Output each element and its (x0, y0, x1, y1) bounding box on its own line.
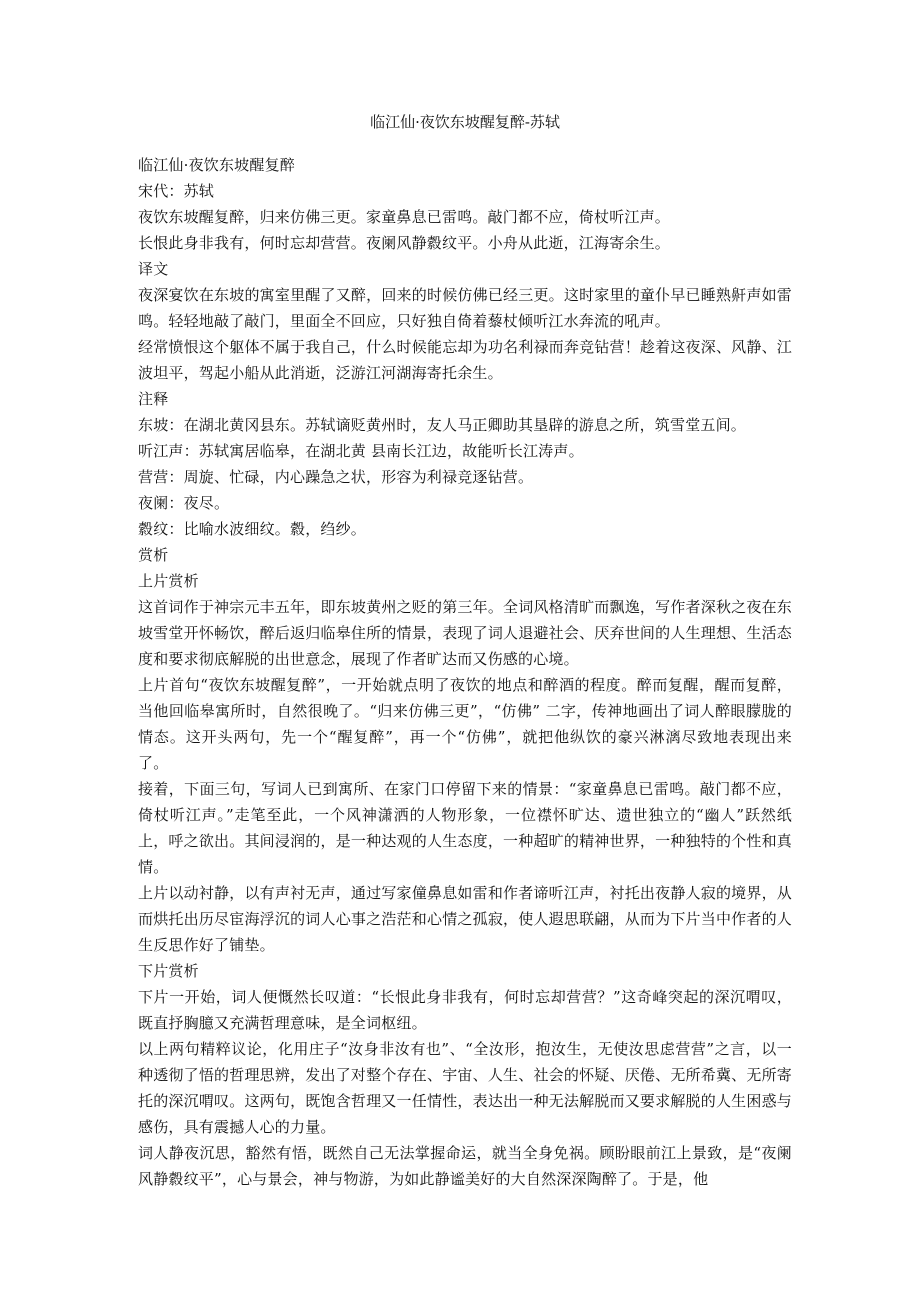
translation-paragraph-2: 经常愤恨这个躯体不属于我自己，什么时候能忘却为功名利禄而奔竞钻营！趁着这夜深、风静、江波坦平，驾起小船从此消逝，泛游江河湖海寄托余生。 (138, 338, 792, 382)
subheading-first-half: 上片赏析 (138, 572, 199, 590)
section-heading-notes: 注释 (138, 390, 169, 408)
note-huwen: 縠纹：比喻水波细纹。縠，绉纱。 (138, 520, 367, 538)
poem-title: 临江仙·夜饮东坡醒复醉 (138, 156, 295, 174)
poem-stanza-1: 夜饮东坡醒复醉，归来仿佛三更。家童鼻息已雷鸣。敲门都不应，倚杖听江声。 (138, 208, 671, 226)
poem-author: 宋代：苏轼 (138, 182, 215, 200)
poem-stanza-2: 长恨此身非我有，何时忘却营营。夜阑风静縠纹平。小舟从此逝，江海寄余生。 (138, 234, 671, 252)
appreciation-paragraph-1: 这首词作于神宗元丰五年，即东坡黄州之贬的第三年。全词风格清旷而飘逸，写作者深秋之夜在东坡雪堂开怀畅饮，醉后返归临皋住所的情景，表现了词人退避社会、厌弃世间的人生理想、生活态度和要求彻底解脱的出世意念，展现了作者旷达而又伤感的心境。 (138, 598, 792, 668)
note-yelan: 夜阑：夜尽。 (138, 494, 230, 512)
note-tingjiangsheng: 听江声：苏轼寓居临皋，在湖北黄 县南长江边，故能听长江涛声。 (138, 442, 584, 460)
appreciation-paragraph-7: 词人静夜沉思，豁然有悟，既然自己无法掌握命运，就当全身免祸。顾盼眼前江上景致，是“夜阑风静縠纹平”，心与景会，神与物游，为如此静谧美好的大自然深深陶醉了。于是，他 (138, 1144, 792, 1188)
appreciation-paragraph-4: 上片以动衬静，以有声衬无声，通过写家僮鼻息如雷和作者谛听江声，衬托出夜静人寂的境界，从而烘托出历尽宦海浮沉的词人心事之浩茫和心情之孤寂，使人遐思联翩，从而为下片当中作者的人生反思作好了铺垫。 (138, 884, 792, 954)
document-title: 临江仙·夜饮东坡醒复醉-苏轼 (370, 113, 560, 131)
appreciation-paragraph-5: 下片一开始，词人便慨然长叹道：“长恨此身非我有，何时忘却营营？”这奇峰突起的深沉喟叹，既直抒胸臆又充满哲理意味，是全词枢纽。 (138, 988, 792, 1032)
note-yingying: 营营：周旋、忙碌，内心躁急之状，形容为利禄竞逐钻营。 (138, 468, 534, 486)
appreciation-paragraph-3: 接着，下面三句，写词人已到寓所、在家门口停留下来的情景：“家童鼻息已雷鸣。敲门都不应，倚杖听江声。”走笔至此，一个风神潇洒的人物形象，一位襟怀旷达、遗世独立的“幽人”跃然纸上，呼之欲出。其间浸润的，是一种达观的人生态度，一种超旷的精神世界，一种独特的个性和真情。 (138, 780, 792, 876)
document-page (138, 112, 792, 1192)
section-heading-translation: 译文 (138, 260, 169, 278)
subheading-second-half: 下片赏析 (138, 962, 199, 980)
appreciation-paragraph-6: 以上两句精粹议论，化用庄子“汝身非汝有也”、“全汝形，抱汝生，无使汝思虑营营”之言，以一种透彻了悟的哲理思辨，发出了对整个存在、宇宙、人生、社会的怀疑、厌倦、无所希冀、无所寄托的深沉喟叹。这两句，既饱含哲理又一任情性，表达出一种无法解脱而又要求解脱的人生困惑与感伤，具有震撼人心的力量。 (138, 1040, 792, 1136)
translation-paragraph-1: 夜深宴饮在东坡的寓室里醒了又醉，回来的时候仿佛已经三更。这时家里的童仆早已睡熟鼾声如雷鸣。轻轻地敲了敲门，里面全不回应，只好独自倚着藜杖倾听江水奔流的吼声。 (138, 286, 792, 330)
note-dongpo: 东坡：在湖北黄冈县东。苏轼谪贬黄州时，友人马正卿助其垦辟的游息之所，筑雪堂五间。 (138, 416, 747, 434)
section-heading-appreciation: 赏析 (138, 546, 169, 564)
appreciation-paragraph-2: 上片首句“夜饮东坡醒复醉”，一开始就点明了夜饮的地点和醉酒的程度。醉而复醒，醒而复醉，当他回临皋寓所时，自然很晚了。“归来仿佛三更”，“仿佛” 二字，传神地画出了词人醉眼朦胧的情态。这开头两句，先一个“醒复醉”，再一个“仿佛”，就把他纵饮的豪兴淋漓尽致地表现出来了。 (138, 676, 792, 772)
